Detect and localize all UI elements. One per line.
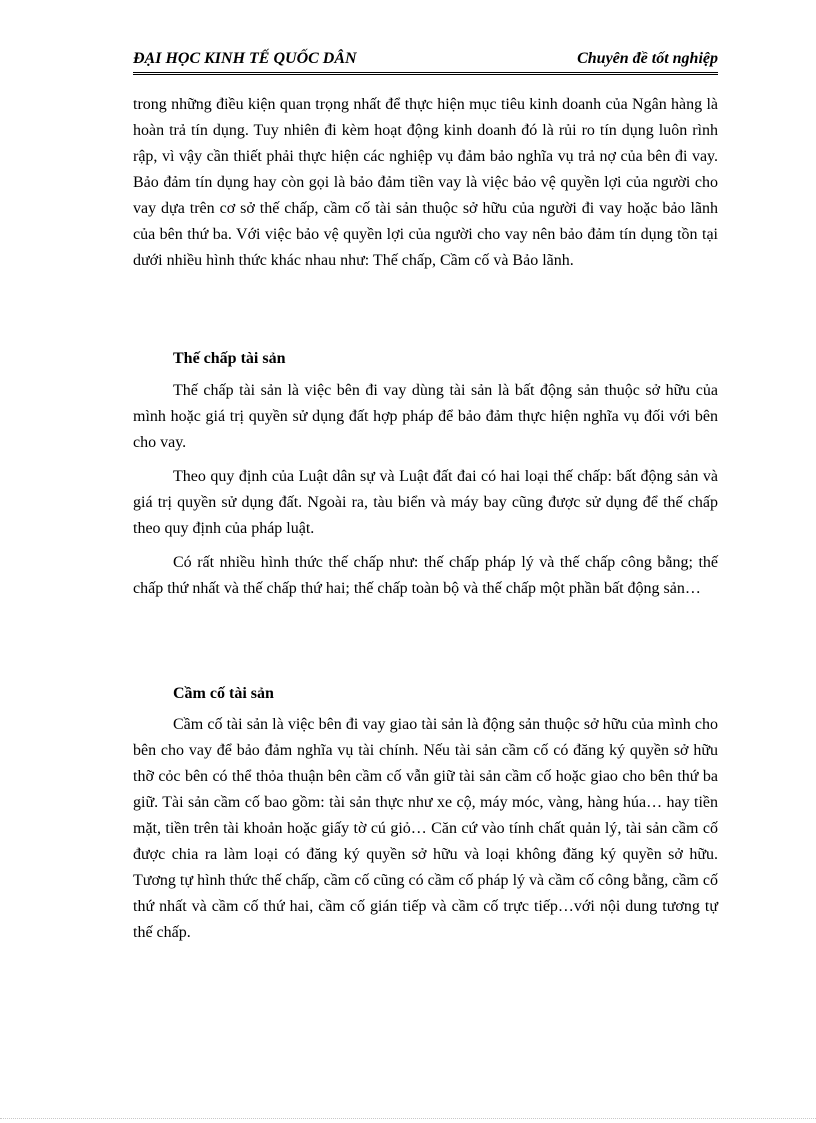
pledge-heading: Cầm cố tài sản — [173, 685, 274, 702]
intro-paragraph: trong những điều kiện quan trọng nhất để thực hiện mục tiêu kinh doanh của Ngân hàng là hoàn trả tín dụng. Tuy nhiên đi kèm hoạt động kinh doanh đó là rủi ro tín dụng luôn rình rập, vì vậy cần thiết phải thực hiện các nghiệp vụ đảm bảo nghĩa vụ trả nợ của bên đi vay. Bảo đảm tín dụng hay còn gọi là bảo đảm tiền vay là việc bảo vệ quyền lợi của người cho vay dựa trên cơ sở thế chấp, cầm cố tài sản thuộc sở hữu của người đi vay hoặc bảo lãnh của bên thứ ba. Với việc bảo vệ quyền lợi của người cho vay nên bảo đảm tín dụng tồn tại dưới nhiều hình thức khác nhau như: Thế chấp, Cầm cố và Bảo lãnh. — [133, 96, 718, 269]
header-doc-type: Chuyên đề tốt nghiệp — [577, 50, 718, 67]
mortgage-section — [133, 378, 718, 602]
page-header — [133, 48, 718, 75]
page-bottom-rule — [0, 1118, 816, 1119]
mortgage-heading: Thế chấp tài sản — [173, 350, 286, 367]
mortgage-paragraph: Theo quy định của Luật dân sự và Luật đất đai có hai loại thế chấp: bất động sản và giá trị quyền sử dụng đất. Ngoài ra, tàu biển và máy bay cũng được sử dụng để thế chấp theo quy định của pháp luật. — [133, 468, 718, 537]
pledge-paragraph: Cầm cố tài sản là việc bên đi vay giao tài sản là động sản thuộc sở hữu của mình cho bên cho vay để bảo đảm nghĩa vụ tài chính. Nếu tài sản cầm cố có đăng ký quyền sở hữu thỡ cỏc bên có thể thỏa thuận bên cầm cố vẫn giữ tài sản cầm cố hoặc giao cho bên thứ ba giữ. Tài sản cầm cố bao gồm: tài sản thực như xe cộ, máy móc, vàng, hàng húa… hay tiền mặt, tiền trên tài khoản hoặc giấy tờ cú giỏ… Căn cứ vào tính chất quản lý, tài sản cầm cố được chia ra làm loại có đăng ký quyền sở hữu và loại không đăng ký quyền sở hữu. Tương tự hình thức thế chấp, cầm cố cũng có cầm cố pháp lý và cầm cố công bằng, cầm cố thứ nhất và cầm cố thứ hai, cầm cố gián tiếp và cầm cố trực tiếp…với nội dung tương tự thế chấp. — [133, 716, 718, 941]
mortgage-paragraph: Thế chấp tài sản là việc bên đi vay dùng tài sản là bất động sản thuộc sở hữu của mình hoặc giá trị quyền sử dụng đất hợp pháp để bảo đảm thực hiện nghĩa vụ đối với bên cho vay. — [133, 382, 718, 451]
mortgage-paragraph: Có rất nhiều hình thức thế chấp như: thế chấp pháp lý và thế chấp công bằng; thế chấp thứ nhất và thế chấp thứ hai; thế chấp toàn bộ và thế chấp một phần bất động sản… — [133, 554, 718, 597]
header-institution: ĐẠI HỌC KINH TẾ QUỐC DÂN — [133, 50, 357, 67]
pledge-section — [133, 712, 718, 946]
intro-section — [133, 92, 718, 274]
